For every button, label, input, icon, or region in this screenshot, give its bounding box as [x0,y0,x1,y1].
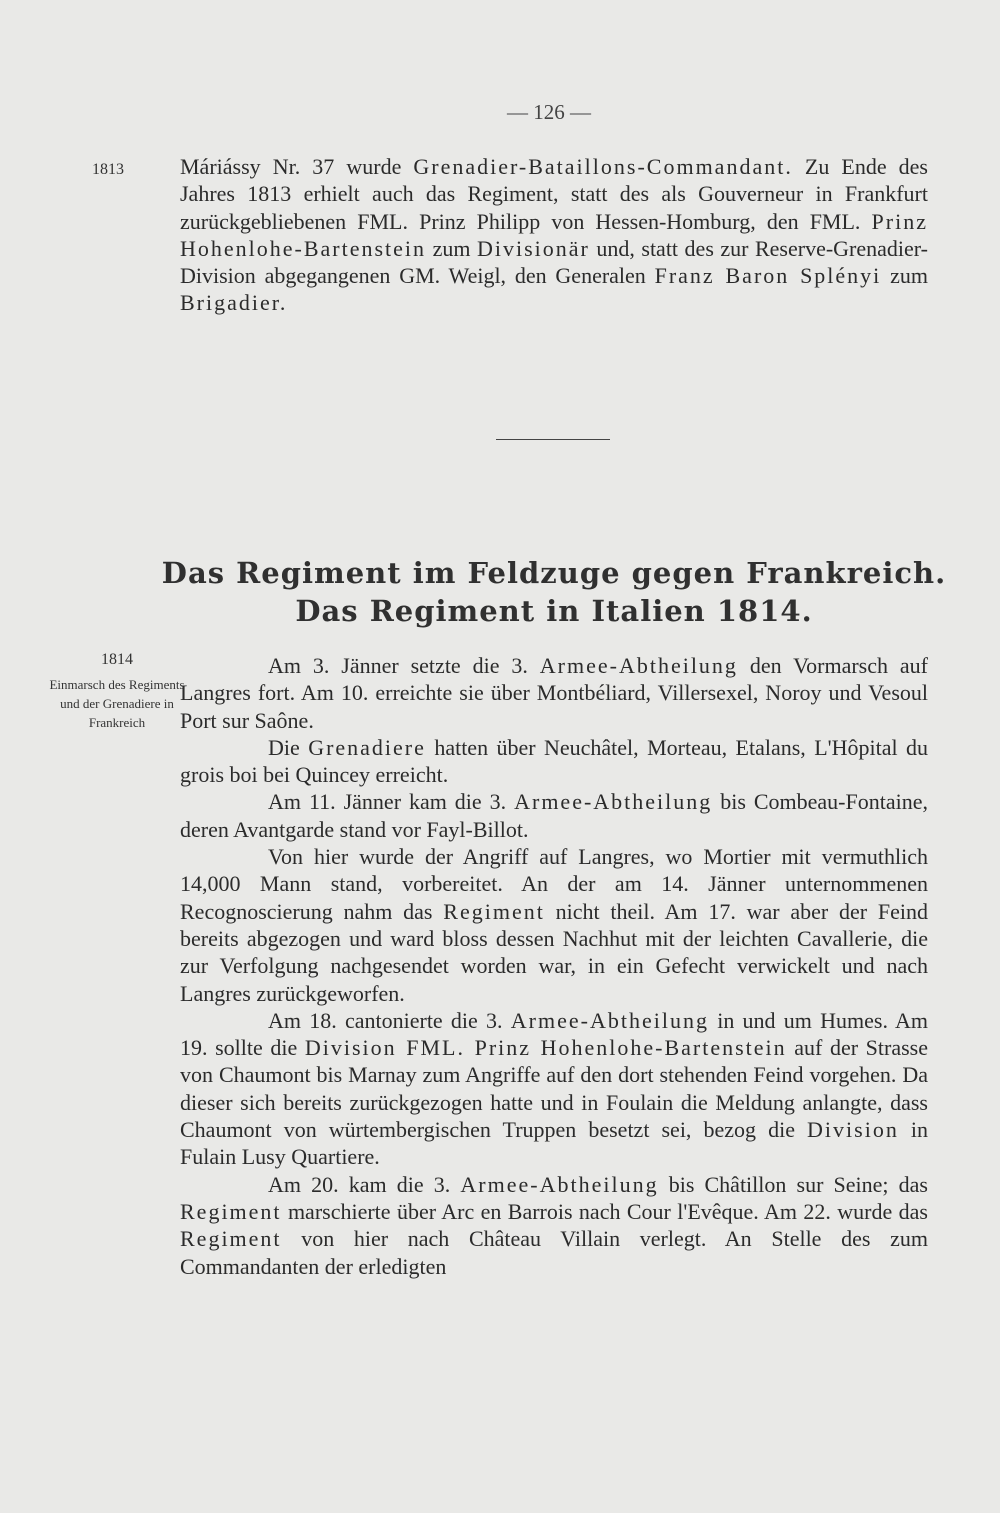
paragraph [180,153,928,317]
margin-note-text: Einmarsch des Regiments und der Grenadiere in Frankreich [49,677,185,730]
text-run-spaced: Armee-Abtheilung [514,789,713,815]
text-run-spaced: Division [807,1117,899,1143]
section-1813-text [180,153,928,317]
text-run: in und um Humes. Am 19. sollte die [180,1007,928,1061]
text-run-spaced: Divisionär [476,235,590,261]
text-run: bis Châtillon sur Seine; das [658,1171,928,1197]
text-run-spaced: Grenadiere [308,734,426,760]
chapter-heading-line2: Das Regiment in Italien 1814. [295,594,813,628]
paragraph [180,843,928,1007]
text-run-spaced: Armee-Abtheilung [510,1007,709,1033]
text-run-spaced: Grenadier-Bataillons-Commandant. [413,154,793,179]
text-run: Die [268,734,309,760]
text-run-spaced: Regiment [443,898,545,924]
text-run: Máriássy Nr. 37 wurde [180,154,414,179]
text-run-spaced: Regiment [180,1226,282,1252]
text-run: auf der Strasse von Chaumont bis Marnay zum Angriffe auf den dort stehenden Feind vorgehen. Da dieser sich bereits zurückgezogen hatte und in Foulain die Meldung anlangte, dass Chaumont von würtembergischen Truppen besetzt sei, bezog die [180,1035,929,1143]
text-run: den Vormarsch auf Langres fort. Am 10. erreichte sie über Montbéliard, Villersexel, Noroy und Vesoul Port sur Saône. [180,653,928,733]
text-run-spaced: Armee-Abtheilung [460,1171,659,1197]
text-run: Am 11. Jänner kam die 3. [268,789,515,815]
margin-year-1813: 1813 [92,161,124,178]
page-number: — 126 — [507,100,591,124]
text-run-spaced: Regiment [180,1198,282,1224]
text-run: zum [881,263,928,289]
section-divider [496,439,610,440]
text-run: Am 18. cantonierte die 3. [268,1007,511,1033]
chapter-heading-line1: Das Regiment im Feldzuge gegen Frankreich. [161,556,947,590]
paragraph [180,788,928,843]
margin-note-1814 [48,650,186,732]
text-run: hatten über Neuchâtel, Morteau, Etalans, L'Hôpital du grois boi bei Quincey erreicht. [180,734,928,788]
text-run: Von hier wurde der Angriff auf Langres, wo Mortier mit vermuthlich 14,000 Mann stand, vorbereitet. An der am 14. Jänner unternommenen Recognoscierung nahm das [180,844,928,924]
text-run-spaced: Brigadier. [180,290,288,316]
text-run: Zu Ende des Jahres 1813 erhielt auch das Regiment, statt des als Gouverneur in Frankfurt zurückgebliebenen FML. Prinz Philipp von Hessen-Homburg, den FML. [180,154,928,234]
paragraph [180,652,928,734]
text-run: marschierte über Arc en Barrois nach Cour l'Evêque. Am 22. wurde das [281,1198,928,1224]
section-1814-text [180,652,928,1280]
text-run-spaced: Armee-Abtheilung [539,653,738,678]
paragraph [180,734,928,789]
text-run-spaced: Division FML. Prinz Hohenlohe-Bartenstein [304,1035,787,1061]
text-run: Am 3. Jänner setzte die 3. [268,653,540,678]
paragraph [180,1007,928,1171]
text-run: von hier nach Château Villain verlegt. An Stelle des zum Commandanten der erledigten [180,1226,928,1279]
text-run: und, statt des zur Reserve-Grenadier-Division abgegangenen GM. Weigl, den Generalen [180,235,928,289]
text-run-spaced: Franz Baron Splényi [654,263,882,289]
paragraph [180,1171,928,1280]
text-run: bis Combeau-Fontaine, deren Avantgarde stand vor Fayl-Billot. [180,789,928,842]
text-run: Am 20. kam die 3. [268,1171,461,1197]
text-run: nicht theil. Am 17. war aber der Feind bereits abgezogen und ward bloss dessen Nachhut mit der leichten Cavallerie, die zur Verfolgung nachgesendet worden war, in ein Gefecht verwickelt und nach Langres zurückgeworfen. [180,898,928,1006]
text-run-spaced: Prinz Hohenlohe-Bartenstein [180,208,928,261]
text-run: zum [426,235,477,261]
text-run: in Fulain Lusy Quartiere. [180,1117,928,1170]
margin-year-1814: 1814 [101,651,133,668]
